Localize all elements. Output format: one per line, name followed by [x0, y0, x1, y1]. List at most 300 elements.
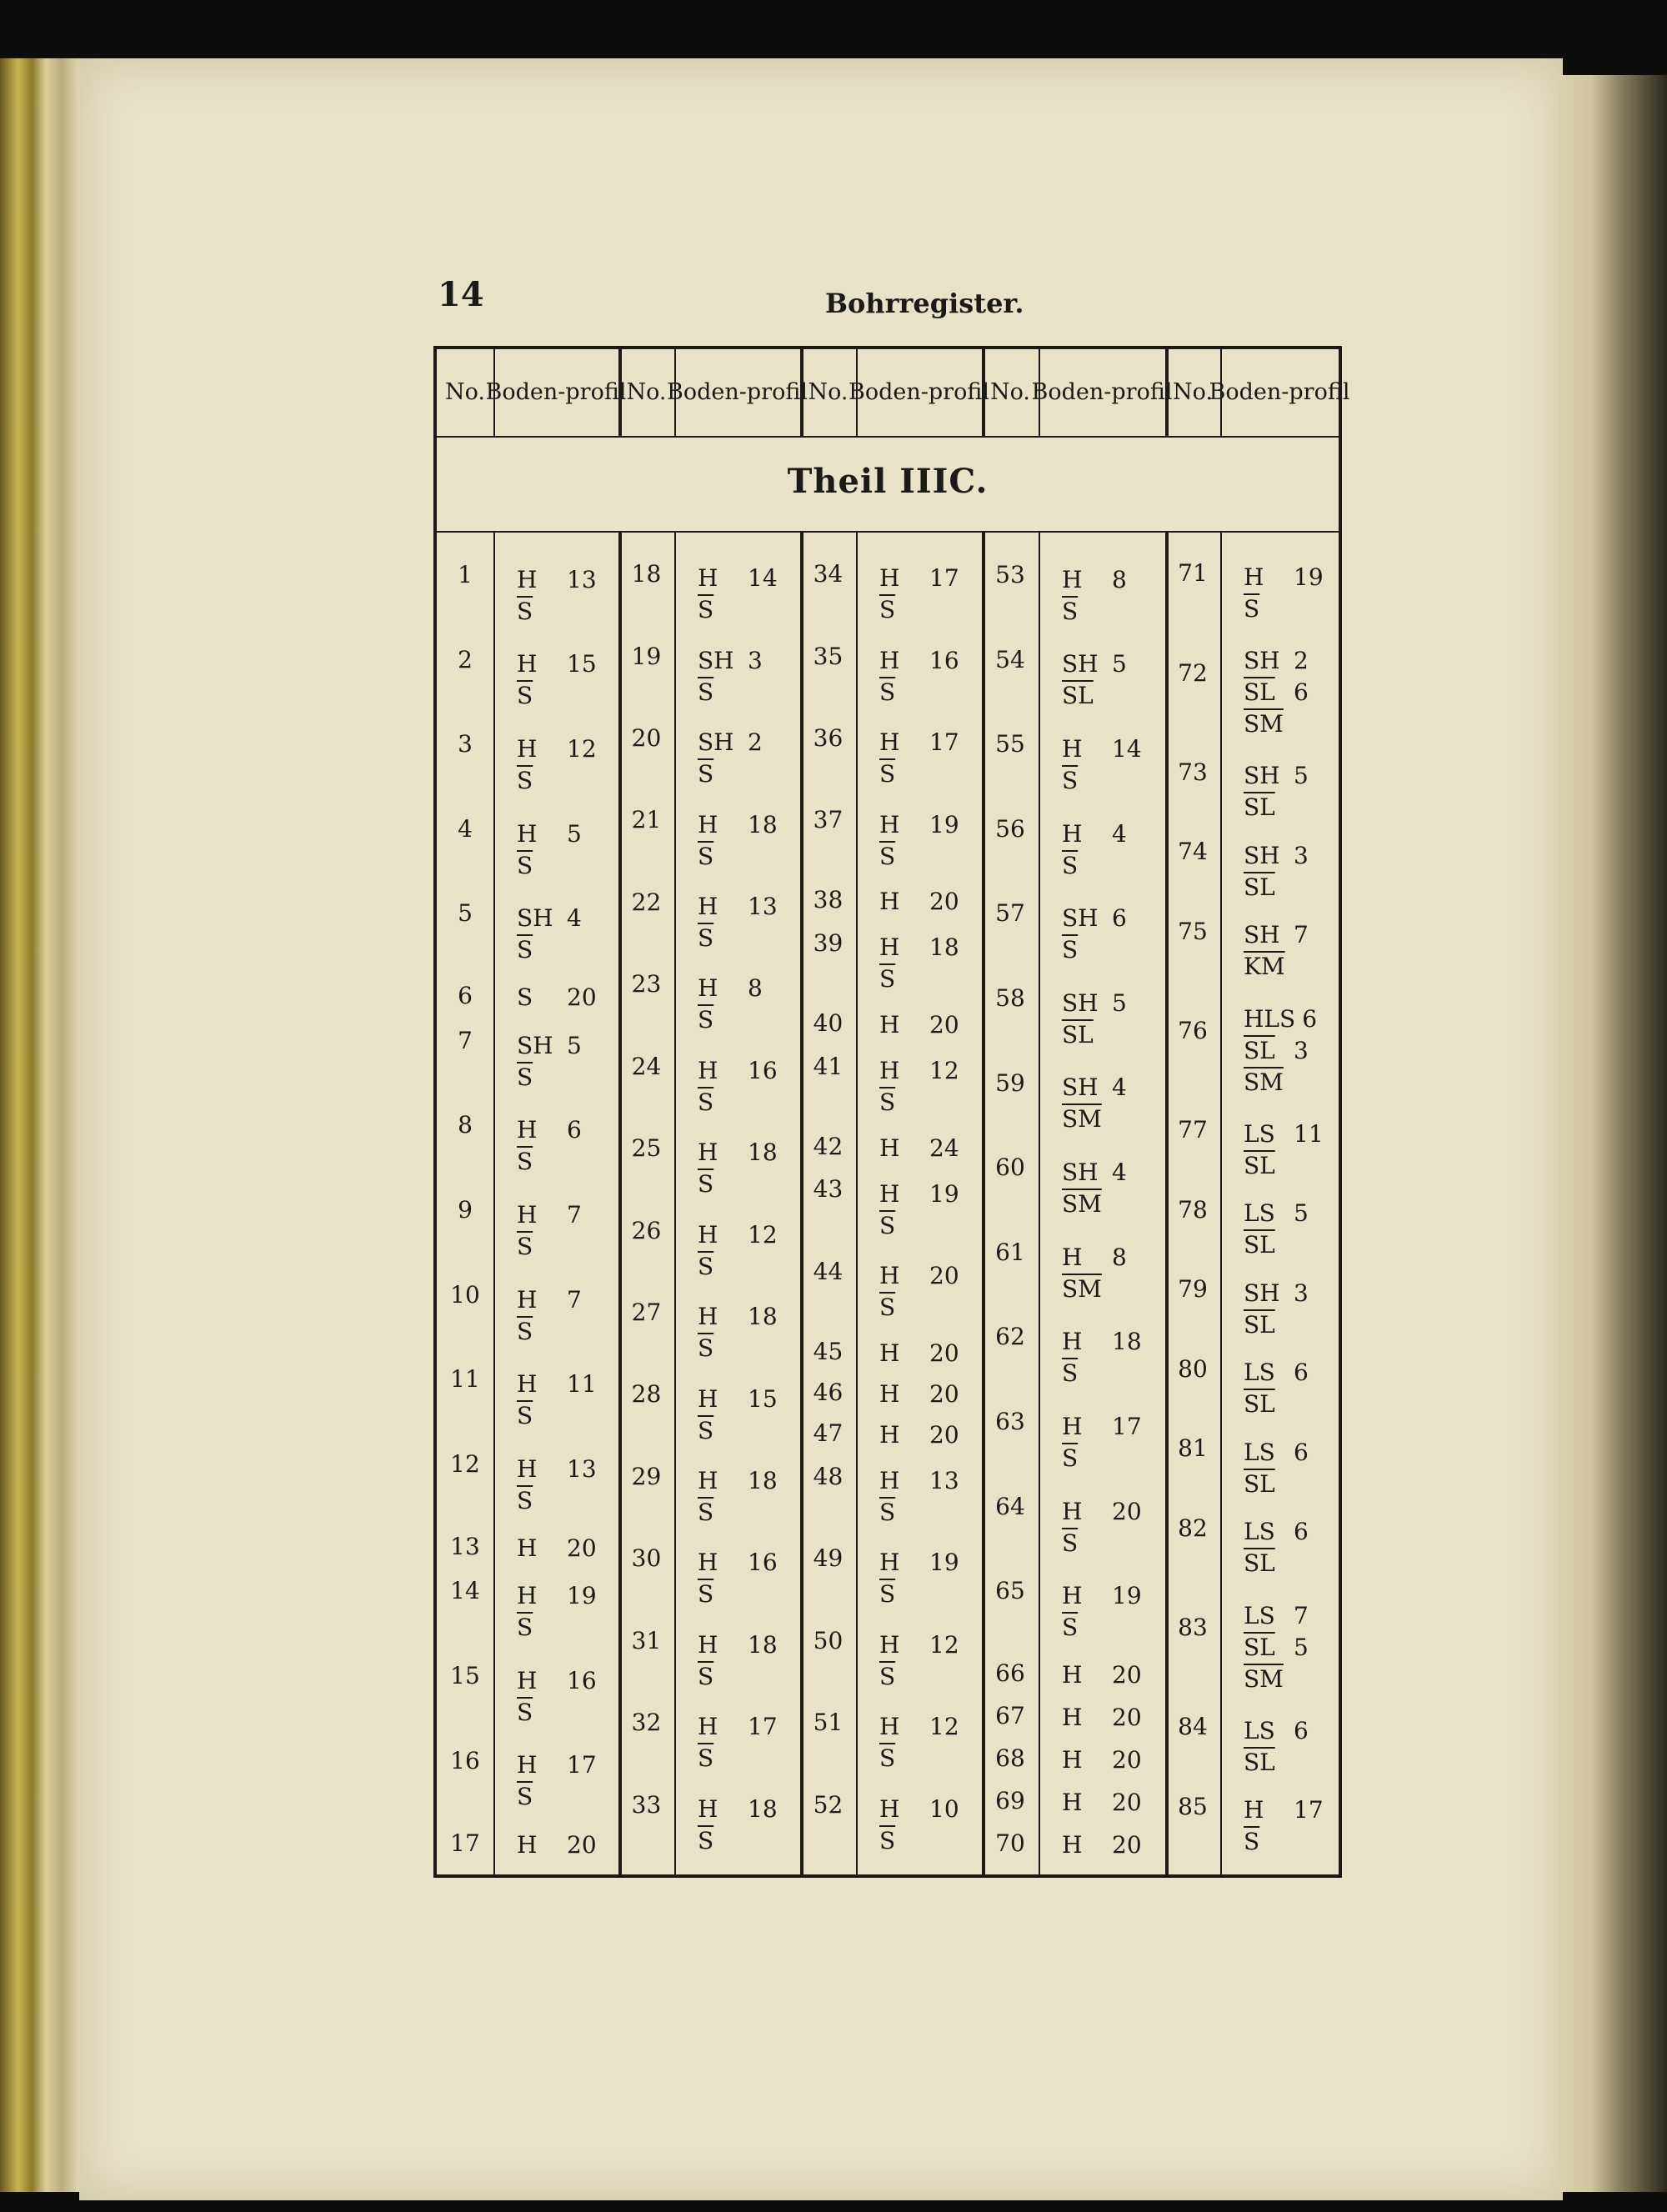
- profil-depth: 20: [1112, 1497, 1142, 1525]
- profil-top-row: [517, 818, 582, 850]
- entry-number: 77: [1178, 1116, 1208, 1144]
- profil-depth: 12: [929, 1713, 959, 1741]
- profil-top-layer: H: [517, 1285, 538, 1314]
- profil-depth: 20: [929, 1421, 959, 1449]
- profil-bottom-row: [517, 596, 597, 628]
- entry-number: 13: [450, 1532, 480, 1560]
- bodenprofil-entry: [517, 733, 597, 797]
- profil-bottom-layer: $\overline{SL}$: [1062, 682, 1094, 710]
- entry-number: 85: [1178, 1792, 1208, 1820]
- profil-bottom-layer: $\overline{S}$: [517, 851, 533, 879]
- profil-top-row: [698, 1547, 778, 1579]
- profil-depth: 19: [567, 1582, 597, 1610]
- header-no: No.: [445, 379, 485, 405]
- entry-number: 41: [813, 1052, 844, 1080]
- bodenprofil-entry: [698, 809, 778, 873]
- profil-top-layer: SH: [1244, 647, 1280, 675]
- profil-depth: 7: [1294, 1601, 1309, 1629]
- header-profil-line2: profil: [565, 379, 627, 405]
- profil-bottom-layer: $\overline{S}$: [698, 596, 714, 624]
- profil-top-row: [517, 1369, 597, 1400]
- profil-bottom-row: [1062, 1443, 1142, 1474]
- profil-bottom-layer: $\overline{S}$: [517, 1698, 533, 1726]
- profil-depth: 7: [567, 1285, 582, 1314]
- entry-number: 11: [450, 1365, 480, 1394]
- entry-number: 6: [458, 982, 473, 1010]
- profil-top-layer: H: [879, 1794, 900, 1823]
- profil-bottom-layer: $\overline{S}$: [517, 1783, 533, 1811]
- profil-bottom-row: [698, 677, 763, 708]
- profil-bottom-layer: $\overline{S}$: [698, 1744, 714, 1773]
- bodenprofil-entry: [1062, 1326, 1142, 1389]
- profil-top-layer: SH: [517, 904, 553, 933]
- bodenprofil-entry: [1244, 1715, 1309, 1779]
- entry-number: 60: [995, 1154, 1025, 1182]
- profil-top-row: [879, 886, 959, 918]
- entry-number: 33: [631, 1790, 662, 1819]
- bodenprofil-entry: [517, 1580, 597, 1644]
- bodenprofil-entry: [517, 982, 597, 1013]
- bodenprofil-entry: [698, 1384, 778, 1447]
- entry-number: 79: [1178, 1275, 1208, 1304]
- profil-bottom-layer: $\overline{S}$: [698, 1334, 714, 1363]
- profil-top-layer: H: [698, 1220, 718, 1249]
- entry-number: 84: [1178, 1713, 1208, 1741]
- profil-depth: 13: [748, 892, 778, 920]
- profil-bottom-row: [698, 1743, 778, 1774]
- profil-depth: 20: [1112, 1788, 1142, 1816]
- profil-depth: 24: [929, 1134, 959, 1162]
- entry-number: 80: [1178, 1354, 1208, 1383]
- profil-bottom-row: [698, 1661, 778, 1693]
- profil-depth: 5: [1294, 762, 1309, 790]
- profil-bottom-row: [1062, 1612, 1142, 1644]
- profil-top-row: [1062, 1787, 1142, 1819]
- profil-top-row: [517, 1199, 582, 1231]
- profil-bottom-layer: $\overline{S}$: [1244, 594, 1260, 623]
- section-rule: [437, 531, 1339, 533]
- entry-number: 32: [631, 1709, 662, 1737]
- profil-depth-2: 5: [1294, 1633, 1309, 1661]
- profil-bottom-layer: $\overline{SM}$: [1062, 1105, 1102, 1134]
- profil-top-layer: H: [517, 1534, 538, 1562]
- profil-top-layer: H: [517, 735, 538, 763]
- profil-top-layer: H: [698, 892, 718, 920]
- profil-depth: 5: [1112, 988, 1127, 1017]
- entry-number: 46: [813, 1378, 844, 1406]
- bodenprofil-entry: [1062, 564, 1127, 628]
- profil-top-row: [1244, 919, 1309, 951]
- profil-top-layer: H: [879, 1056, 900, 1084]
- profil-top-layer: H: [517, 1582, 538, 1610]
- entry-number: 22: [631, 888, 662, 916]
- profil-top-row: [879, 932, 959, 963]
- profil-bottom-layer: $\overline{S}$: [879, 1826, 896, 1854]
- profil-bottom-row: [1062, 680, 1127, 712]
- profil-top-row: [1062, 1157, 1127, 1189]
- profil-top-layer: H: [517, 1666, 538, 1694]
- profil-depth: 6: [1294, 1359, 1309, 1387]
- profil-bottom-layer: $\overline{S}$: [1062, 1444, 1079, 1472]
- bodenprofil-entry: [517, 1284, 582, 1348]
- profil-bottom-layer: $\overline{S}$: [879, 1662, 896, 1690]
- profil-depth: 5: [567, 1031, 582, 1059]
- profil-bottom-row: [517, 1781, 597, 1813]
- profil-top-layer: H: [698, 1303, 718, 1331]
- running-head: Bohrregister.: [825, 288, 1024, 319]
- profil-bottom-row: [879, 677, 959, 708]
- profil-bottom-row: [1244, 1229, 1309, 1261]
- profil-top-row: [698, 1465, 778, 1497]
- profil-top-layer: H: [879, 564, 900, 593]
- profil-bottom-row: [879, 1825, 959, 1857]
- entry-number: 12: [450, 1449, 480, 1478]
- header-no: No.: [990, 379, 1030, 405]
- profil-bottom-layer: $\overline{S}$: [879, 1211, 896, 1239]
- profil-depth-2: 6: [1294, 678, 1309, 707]
- profil-top-layer: H: [879, 728, 900, 757]
- profil-bottom-layer: $\overline{S}$: [879, 965, 896, 993]
- bodenprofil-entry: [1062, 1157, 1127, 1220]
- profil-top-layer: H: [698, 1713, 718, 1741]
- entry-number: 74: [1178, 838, 1208, 866]
- bodenprofil-entry: [1062, 1580, 1142, 1644]
- profil-depth: 17: [929, 728, 959, 757]
- header-no: No.: [808, 379, 849, 405]
- profil-bottom-row: [698, 594, 778, 626]
- profil-top-row: [1244, 1516, 1309, 1548]
- profil-bottom-row: [1244, 951, 1309, 983]
- profil-top-row: [879, 563, 959, 594]
- profil-bottom-row: [1244, 1309, 1309, 1341]
- profil-bottom-row: [698, 1497, 778, 1529]
- profil-top-layer: H: [1062, 1582, 1083, 1610]
- profil-top-layer: SH: [1244, 921, 1280, 949]
- profil-top-layer: SH: [1244, 1279, 1280, 1307]
- profil-bottom-row: [1062, 1019, 1127, 1051]
- profil-bottom-layer: $\overline{S}$: [879, 842, 896, 870]
- entry-number: 50: [813, 1626, 844, 1654]
- profil-top-layer: H: [1062, 1497, 1083, 1525]
- entry-number: 10: [450, 1280, 480, 1309]
- profil-top-row: [879, 1260, 959, 1292]
- profil-top-layer: H: [879, 810, 900, 838]
- entry-number: 25: [631, 1134, 662, 1163]
- bodenprofil-entry: [1244, 919, 1309, 983]
- profil-depth: 15: [567, 650, 597, 678]
- profil-top-row: [1062, 1072, 1127, 1103]
- profil-depth: 8: [748, 974, 763, 1003]
- bodenprofil-entry: [698, 563, 778, 626]
- entry-number: 40: [813, 1009, 844, 1038]
- profil-bottom-layer: $\overline{S}$: [517, 682, 533, 710]
- profil-bottom-row: [1244, 792, 1309, 823]
- profil-depth: 17: [1112, 1412, 1142, 1440]
- bodenprofil-entry: [698, 891, 778, 954]
- profil-top-layer: H: [698, 810, 718, 838]
- profil-top-row: [1244, 1278, 1309, 1309]
- profil-top-row: [517, 1829, 597, 1861]
- profil-depth: 14: [748, 564, 778, 593]
- profil-top-row: [517, 1454, 597, 1485]
- entry-number: 4: [458, 814, 473, 843]
- header-profil-line2: profil: [746, 379, 808, 405]
- header-profil-line2: profil: [928, 379, 989, 405]
- bodenprofil-entry: [879, 1009, 959, 1041]
- bodenprofil-entry: [879, 886, 959, 918]
- profil-bottom-row: [698, 1415, 778, 1447]
- profil-bottom-layer: $\overline{S}$: [698, 842, 714, 870]
- profil-depth: 13: [567, 1454, 597, 1483]
- profil-top-layer: H: [879, 1011, 900, 1039]
- entry-number: 21: [631, 806, 662, 834]
- profil-bottom-layer: $\overline{S}$: [879, 1293, 896, 1321]
- profil-top-row: [517, 982, 597, 1013]
- profil-bottom-row: [1062, 596, 1127, 628]
- profil-top-row: [1062, 818, 1127, 850]
- bodenprofil-entry: [879, 645, 959, 708]
- bodenprofil-entry: [879, 563, 959, 626]
- profil-top-layer: H: [1062, 1745, 1083, 1774]
- entry-number: 52: [813, 1790, 844, 1819]
- bodenprofil-entry: [517, 1199, 582, 1263]
- profil-bottom-row: [517, 850, 582, 882]
- profil-depth: 16: [929, 646, 959, 674]
- profil-depth: 19: [929, 1179, 959, 1208]
- profil-depth: 4: [1112, 819, 1127, 848]
- profil-bottom-layer: $\overline{S}$: [517, 1063, 533, 1091]
- entry-number: 76: [1178, 1017, 1208, 1045]
- entry-number: 27: [631, 1299, 662, 1326]
- entry-number: 51: [813, 1709, 844, 1737]
- bodenprofil-entry: [1062, 1411, 1142, 1474]
- bodenprofil-entry: [517, 903, 582, 966]
- profil-depth: 20: [929, 1261, 959, 1289]
- profil-top-layer: SH: [1062, 904, 1099, 933]
- profil-top-layer: SH: [1062, 650, 1099, 678]
- profil-depth: 14: [1112, 735, 1142, 763]
- profil-depth: 20: [567, 1830, 597, 1859]
- header-no: No.: [626, 379, 667, 405]
- profil-top-layer: H: [879, 646, 900, 674]
- profil-top-row: [517, 1533, 597, 1564]
- column-rule: [856, 349, 858, 1874]
- profil-depth: 20: [929, 1379, 959, 1408]
- header-bodenprofil: [1031, 349, 1173, 436]
- bodenprofil-entry: [879, 1179, 959, 1242]
- profil-top-row: [698, 1711, 778, 1743]
- profil-third-layer: $\overline{SM}$: [1244, 1664, 1284, 1693]
- profil-depth: 18: [748, 1139, 778, 1167]
- profil-depth: 16: [748, 1549, 778, 1577]
- profil-bottom-layer: $\overline{S}$: [517, 597, 533, 625]
- bodenprofil-entry: [1244, 1357, 1309, 1420]
- profil-depth-2: 3: [1294, 1036, 1309, 1064]
- profil-top-row: [879, 1009, 959, 1041]
- profil-top-row: [879, 1055, 959, 1087]
- profil-bottom-layer: $\overline{S}$: [698, 1252, 714, 1280]
- profil-top-row: [1062, 1326, 1142, 1358]
- header-profil-line1: Boden-: [1031, 379, 1112, 405]
- profil-top-row: [879, 1419, 959, 1451]
- profil-top-layer: SH: [1062, 988, 1099, 1017]
- profil-bottom-layer: $\overline{S}$: [517, 1317, 533, 1345]
- entry-number: 35: [813, 642, 844, 670]
- profil-bottom-row: [1244, 1632, 1309, 1664]
- profil-bottom-row: [1244, 1150, 1324, 1182]
- entry-number: 55: [995, 730, 1025, 758]
- profil-depth: 18: [748, 1630, 778, 1659]
- entry-number: 67: [995, 1702, 1025, 1730]
- profil-bottom-layer: $\overline{SL}$: [1244, 1231, 1275, 1259]
- profil-depth: 6: [1294, 1518, 1309, 1546]
- profil-top-layer: H: [879, 1261, 900, 1289]
- profil-depth: 20: [567, 983, 597, 1012]
- entry-number: 71: [1178, 559, 1208, 588]
- profil-depth: 16: [748, 1056, 778, 1084]
- bodenprofil-entry: [1062, 1659, 1142, 1691]
- profil-bottom-layer: $\overline{S}$: [517, 1232, 533, 1260]
- profil-top-layer: H: [1062, 735, 1083, 763]
- profil-top-row: [1062, 648, 1127, 680]
- profil-bottom-row: [879, 1579, 959, 1610]
- profil-depth: 12: [567, 735, 597, 763]
- profil-top-row: [698, 1055, 778, 1087]
- profil-top-row: [1062, 1411, 1142, 1443]
- bodenprofil-entry: [1062, 1702, 1142, 1734]
- profil-top-row: [879, 809, 959, 841]
- profil-top-layer: H: [879, 1467, 900, 1495]
- bodenprofil-entry: [517, 1454, 597, 1517]
- profil-bottom-layer: $\overline{S}$: [1062, 936, 1079, 964]
- entry-number: 8: [458, 1111, 473, 1139]
- profil-bottom-layer: $\overline{S}$: [517, 936, 533, 964]
- entry-number: 75: [1178, 917, 1208, 945]
- profil-bottom-layer: $\overline{S}$: [1062, 851, 1079, 879]
- profil-depth: 12: [929, 1630, 959, 1659]
- entry-number: 15: [450, 1661, 480, 1689]
- profil-bottom-layer: $\overline{S}$: [879, 678, 896, 706]
- bodenprofil-entry: [698, 1219, 778, 1283]
- profil-bottom-row: [1244, 1826, 1324, 1858]
- profil-bottom-layer: $\overline{S}$: [698, 923, 714, 952]
- entry-number: 24: [631, 1052, 662, 1080]
- profil-top-row: [1244, 840, 1309, 872]
- entry-number: 2: [458, 645, 473, 673]
- bodenprofil-entry: [1062, 988, 1127, 1051]
- profil-top-row: [1062, 1242, 1127, 1274]
- header-profil-line1: Boden-: [485, 379, 566, 405]
- profil-top-row: [1062, 1496, 1142, 1528]
- entry-number: 42: [813, 1132, 844, 1160]
- profil-top-layer: H: [517, 565, 538, 593]
- profil-bottom-layer: $\overline{S}$: [698, 1170, 714, 1199]
- profil-depth: 3: [748, 646, 763, 674]
- profil-third-layer: $\overline{SM}$: [1244, 710, 1284, 738]
- profil-top-row: [517, 1030, 582, 1062]
- profil-bottom-layer: $\overline{S}$: [1062, 597, 1079, 625]
- profil-top-row: [1062, 1702, 1142, 1734]
- bodenprofil-entry: [517, 1533, 597, 1564]
- profil-bottom-row: [1062, 1528, 1142, 1559]
- bodenprofil-entry: [1062, 1496, 1142, 1559]
- profil-depth: 20: [1112, 1704, 1142, 1732]
- profil-bottom-layer: $\overline{S}$: [698, 1662, 714, 1690]
- profil-top-row: [517, 1665, 597, 1697]
- profil-depth: 4: [567, 904, 582, 933]
- bodenprofil-entry: [1244, 1119, 1324, 1182]
- profil-top-row: [1244, 1198, 1309, 1229]
- bodenprofil-entry: [698, 1711, 778, 1774]
- entry-number: 31: [631, 1626, 662, 1654]
- bodenprofil-entry: [1244, 1278, 1309, 1341]
- profil-bottom-row: [1062, 934, 1127, 966]
- bodenprofil-entry: [879, 1419, 959, 1451]
- profil-bottom-row: [1244, 1747, 1309, 1779]
- profil-depth: 5: [567, 819, 582, 848]
- entry-number: 59: [995, 1068, 1025, 1097]
- entry-number: 81: [1178, 1434, 1208, 1463]
- profil-bottom-row: [698, 1579, 778, 1610]
- profil-bottom-row: [879, 1210, 959, 1242]
- profil-bottom-layer: $\overline{S}$: [879, 1088, 896, 1116]
- profil-bottom-row: [517, 1316, 582, 1348]
- profil-depth: 20: [567, 1534, 597, 1562]
- header-profil-line2: profil: [1111, 379, 1173, 405]
- bodenprofil-entry: [879, 727, 959, 790]
- header-profil-line1: Boden-: [1209, 379, 1289, 405]
- profil-bottom-row: [1244, 1389, 1309, 1420]
- profil-top-row: [1062, 1829, 1142, 1861]
- profil-bottom-row: [698, 1004, 763, 1036]
- entry-number: 49: [813, 1544, 844, 1573]
- profil-top-layer: H: [1062, 819, 1083, 848]
- profil-top-row: [879, 1794, 959, 1825]
- profil-bottom-layer: $\overline{S}$: [698, 1088, 714, 1116]
- profil-top-row: [879, 1179, 959, 1210]
- profil-depth: 19: [929, 1549, 959, 1577]
- profil-top-row: [1244, 1715, 1309, 1747]
- profil-top-row: [698, 645, 763, 677]
- bodenprofil-entry: [1062, 1072, 1127, 1135]
- entry-number: 61: [995, 1238, 1025, 1266]
- profil-bottom-row: [517, 1485, 597, 1517]
- profil-top-layer: H: [698, 1549, 718, 1577]
- profil-bottom-row: [1244, 1548, 1309, 1579]
- profil-top-row: [1244, 1003, 1317, 1035]
- profil-top-layer: SH: [1062, 1073, 1099, 1102]
- profil-depth: 8: [1112, 1243, 1127, 1271]
- profil-bottom-row: [517, 765, 597, 797]
- profil-top-row: [1062, 564, 1127, 596]
- profil-depth: 20: [1112, 1661, 1142, 1689]
- profil-top-layer: H: [1062, 1328, 1083, 1356]
- bodenprofil-entry: [1062, 1744, 1142, 1776]
- profil-top-row: [1244, 1119, 1324, 1150]
- profil-bottom-row: [517, 934, 582, 966]
- bodenprofil-entry: [698, 1794, 778, 1857]
- bodenprofil-entry: [698, 727, 763, 790]
- entry-number: 19: [631, 642, 662, 670]
- profil-bottom-layer: $\overline{S}$: [1244, 1828, 1260, 1856]
- profil-top-layer: H: [698, 1630, 718, 1659]
- bodenprofil-entry: [879, 1465, 959, 1529]
- column-rule: [674, 349, 676, 1874]
- profil-depth: 18: [748, 1467, 778, 1495]
- profil-bottom-row: [1244, 872, 1309, 903]
- profil-bottom-layer: $\overline{S}$: [879, 1744, 896, 1773]
- profil-top-layer: H: [517, 1454, 538, 1483]
